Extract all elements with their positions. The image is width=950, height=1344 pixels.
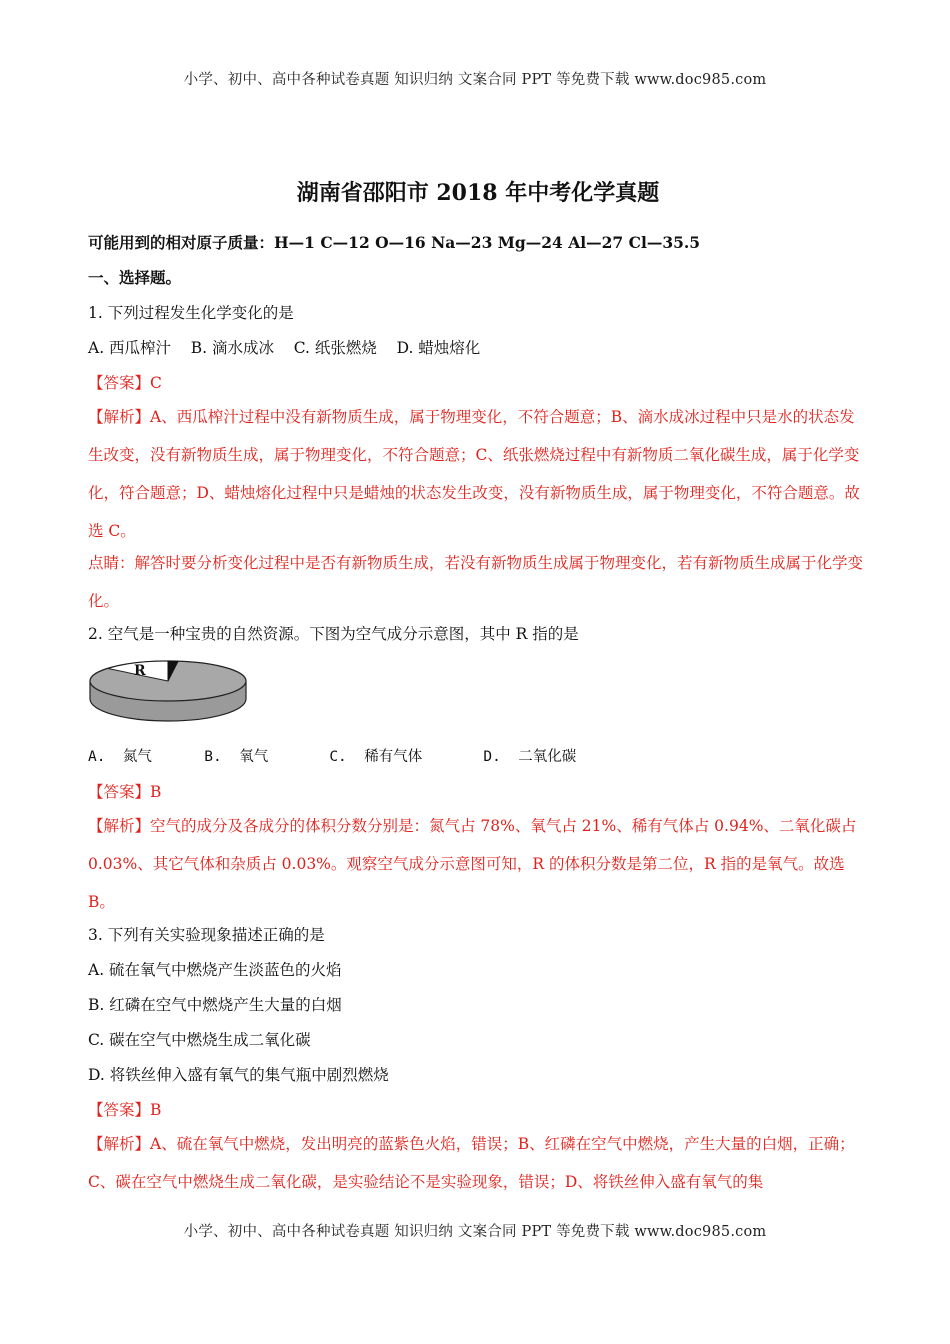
q1-options: A. 西瓜榨汁 B. 滴水成冰 C. 纸张燃烧 D. 蜡烛熔化: [88, 339, 481, 357]
slice-r-label: R: [134, 663, 146, 679]
q3-option-d: D. 将铁丝伸入盛有氧气的集气瓶中剧烈燃烧: [88, 1066, 389, 1084]
q3-option-b: B. 红磷在空气中燃烧产生大量的白烟: [88, 996, 342, 1014]
atomic-masses: 可能用到的相对原子质量：H—1 C—12 O—16 Na—23 Mg—24 Al—27 Cl—35.5: [88, 233, 701, 252]
q2-analysis: 【解析】空气的成分及各成分的体积分数分别是：氮气占 78%、氧气占 21%、稀有气体占 0.94%、二氧化碳占 0.03%、其它气体和杂质占 0.03%。观察空气成分示意图可知，R 的体积分数是第二位，R 指的是氧气。故选 B。: [88, 817, 857, 911]
q3-option-c: C. 碳在空气中燃烧生成二氧化碳: [88, 1031, 311, 1049]
page-header: 小学、初中、高中各种试卷真题 知识归纳 文案合同 PPT 等免费下载 www.doc985.com: [183, 72, 767, 88]
q2-answer: 【答案】B: [88, 783, 162, 801]
q3-option-a: A. 硫在氧气中燃烧产生淡蓝色的火焰: [88, 961, 342, 979]
q3-analysis: 【解析】A、硫在氧气中燃烧，发出明亮的蓝紫色火焰，错误；B、红磷在空气中燃烧，产生大量的白烟，正确；C、碳在空气中燃烧生成二氧化碳，是实验结论不是实验现象，错误；D、将铁丝伸入盛有氧气的集: [88, 1135, 855, 1191]
q2-options: A. 氮气 B. 氧气 C. 稀有气体 D. 二氧化碳: [88, 749, 577, 765]
section-heading: 一、选择题。: [88, 268, 182, 287]
exam-title: 湖南省邵阳市 2018 年中考化学真题: [296, 180, 660, 206]
page-footer: 小学、初中、高中各种试卷真题 知识归纳 文案合同 PPT 等免费下载 www.doc985.com: [183, 1224, 767, 1240]
q3-answer: 【答案】B: [88, 1101, 162, 1119]
pie-disc-diagram: [88, 659, 258, 729]
air-composition-figure: [88, 659, 868, 729]
q1-analysis: 【解析】A、西瓜榨汁过程中没有新物质生成，属于物理变化，不符合题意；B、滴水成冰过程中只是水的状态发生改变，没有新物质生成，属于物理变化，不符合题意；C、纸张燃烧过程中有新物质二氧化碳生成，属于化学变化，符合题意；D、蜡烛熔化过程中只是蜡烛的状态发生改变，没有新物质生成，属于物理变化，不符合题意。故选 C。: [88, 408, 860, 540]
q1-tip: 点睛：解答时要分析变化过程中是否有新物质生成，若没有新物质生成属于物理变化，若有新物质生成属于化学变化。: [88, 554, 864, 610]
q3-stem: 3. 下列有关实验现象描述正确的是: [88, 926, 325, 944]
q1-answer: 【答案】C: [88, 374, 162, 392]
q2-stem: 2. 空气是一种宝贵的自然资源。下图为空气成分示意图，其中 R 指的是: [88, 625, 579, 643]
q1-stem: 1. 下列过程发生化学变化的是: [88, 304, 294, 322]
document-content: [88, 176, 868, 1205]
